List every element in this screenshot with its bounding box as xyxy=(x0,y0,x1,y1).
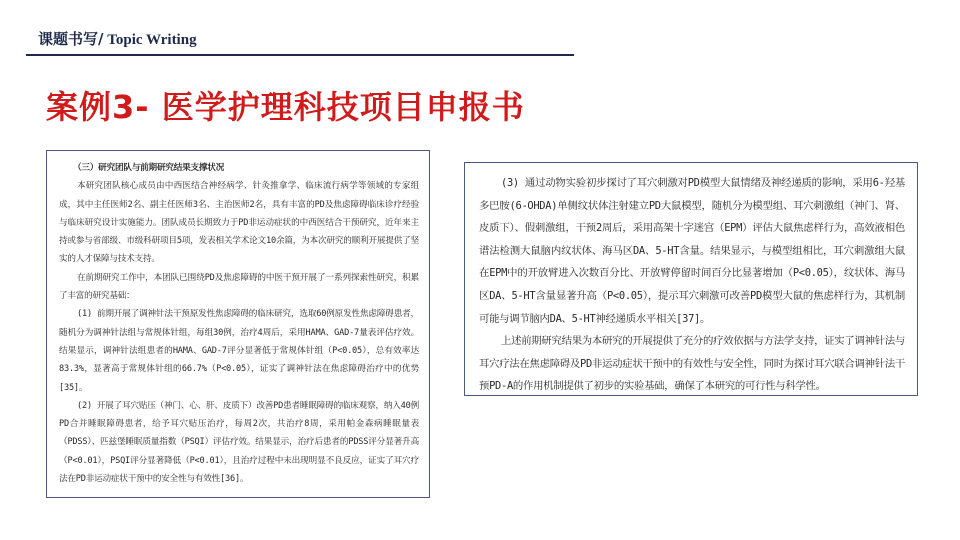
paragraph-study-3: (3) 通过动物实验初步探讨了耳穴刺激对PD模型大鼠情绪及神经递质的影响，采用6-羟基多巴胺(6-OHDA)单侧纹状体注射建立PD大鼠模型，随机分为模型组、耳穴刺激组（神门、肾、皮质下）、假刺激组，干预2周后，采用高架十字迷宫（EPM）评估大鼠焦虑样行为，高效液相色谱法检测大鼠脑内纹状体、海马区DA、5-HT含量。结果显示，与模型组相比，耳穴刺激组大鼠在EPM中的开放臂进入次数百分比、开放臂停留时间百分比显著增加（P<0.05），纹状体、海马区DA、5-HT含量显著升高（P<0.05），提示耳穴刺激可改善PD模型大鼠的焦虑样行为，其机制可能与调节脑内DA、5-HT神经递质水平相关[37]。 xyxy=(479,177,905,325)
page-title: 案例3- 医学护理科技项目申报书 xyxy=(46,88,525,126)
header-title-en: Topic Writing xyxy=(103,32,197,48)
section-title: （三）研究团队与前期研究结果支撑状况 xyxy=(73,163,225,173)
document-excerpt-left xyxy=(46,150,430,498)
paragraph-study-2: (2) 开展了耳穴贴压（神门、心、肝、皮质下）改善PD患者睡眠障碍的临床观察，纳入40例PD合并睡眠障碍患者，给予耳穴贴压治疗，每周2次，共治疗8周，采用帕金森病睡眠量表（PDSS）、匹兹堡睡眠质量指数（PSQI）评估疗效。结果显示，治疗后患者的PDSS评分显著升高（P<0.01），PSQI评分显著降低（P<0.01），且治疗过程中未出现明显不良反应，证实了耳穴疗法在PD非运动症状干预中的安全性与有效性[36]。 xyxy=(59,400,419,485)
header-title-cn: 课题书写/ xyxy=(38,30,104,48)
paragraph-preliminary-intro: 在前期研究工作中，本团队已围绕PD及焦虑障碍的中医干预开展了一系列探索性研究，积累了丰富的研究基础： xyxy=(59,272,419,302)
document-excerpt-right xyxy=(464,162,918,396)
paragraph-summary: 上述前期研究结果为本研究的开展提供了充分的疗效依据与方法学支持，证实了调神针法与耳穴疗法在焦虑障碍及PD非运动症状干预中的有效性与安全性，同时为探讨耳穴联合调神针法干预PD-A的作用机制提供了初步的实验基础，确保了本研究的可行性与科学性。 xyxy=(479,335,905,393)
paragraph-team: 本研究团队核心成员由中西医结合神经病学、针灸推拿学、临床流行病学等领域的专家组成，其中主任医师2名、副主任医师3名、主治医师2名，具有丰富的PD及焦虑障碍临床诊疗经验与临床研究设计实施能力。团队成员长期致力于PD非运动症状的中西医结合干预研究，近年来主持或参与省部级、市级科研项目5项，发表相关学术论文10余篇，为本次研究的顺利开展提供了坚实的人才保障与技术支持。 xyxy=(59,181,419,265)
header-title xyxy=(38,28,197,49)
header-divider xyxy=(26,54,574,56)
paragraph-study-1: (1) 前期开展了调神针法干预原发性焦虑障碍的临床研究，选取60例原发性焦虑障碍患者，随机分为调神针法组与常规体针组，每组30例，治疗4周后，采用HAMA、GAD-7量表评估疗效。结果显示，调神针法组患者的HAMA、GAD-7评分显著低于常规体针组（P<0.05），总有效率达83.3%，显著高于常规体针组的66.7%（P<0.05），证实了调神针法在焦虑障碍治疗中的优势[35]。 xyxy=(59,309,419,393)
